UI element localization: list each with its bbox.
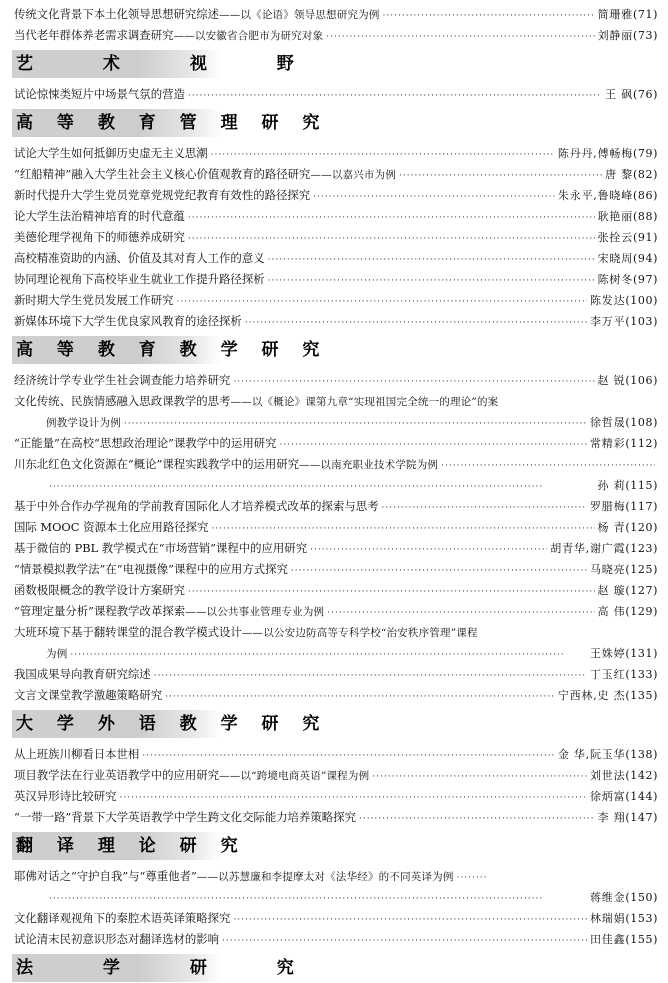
dot-leader bbox=[165, 687, 555, 706]
section-heading bbox=[12, 832, 658, 860]
entry-title: 文化翻译观视角下的秦腔术语英译策略探究 bbox=[14, 911, 231, 925]
toc-entry[interactable] bbox=[14, 391, 658, 412]
entry-title: “管理定量分析”课程教学改革探索 bbox=[14, 604, 186, 618]
dot-leader bbox=[291, 561, 587, 580]
entry-page-number: (127) bbox=[625, 584, 658, 597]
entry-title: 试论清末民初意识形态对翻译选材的影响 bbox=[14, 932, 220, 946]
entry-page-number: (73) bbox=[633, 29, 658, 42]
section-heading bbox=[12, 954, 658, 982]
entry-page-number: (106) bbox=[625, 374, 658, 387]
toc-entry[interactable] bbox=[14, 25, 658, 46]
entry-author: 朱永平,鲁晓峰 bbox=[557, 189, 634, 202]
toc-entry[interactable] bbox=[14, 370, 658, 391]
entry-page-number: (79) bbox=[633, 147, 658, 160]
entry-title: 新时期大学生党员发展工作研究 bbox=[14, 293, 174, 307]
entry-page-number: (123) bbox=[625, 542, 658, 555]
entry-page-number: (147) bbox=[625, 811, 658, 824]
entry-author: 马晓亮 bbox=[590, 563, 626, 576]
entry-title: 从上班族川柳看日本世相 bbox=[14, 747, 140, 761]
toc-entry-continuation[interactable] bbox=[14, 643, 658, 664]
toc-entry[interactable] bbox=[14, 622, 658, 643]
entry-author: 胡青华,谢广霞 bbox=[550, 542, 626, 555]
toc-entry[interactable] bbox=[14, 290, 658, 311]
section-title: 高 等 教 育 教 学 研 究 bbox=[16, 340, 329, 360]
dot-leader bbox=[399, 166, 602, 185]
toc-entry[interactable] bbox=[14, 269, 658, 290]
entry-title: 耶佛对话之“守护自我”与“尊重他者” bbox=[14, 869, 197, 883]
entry-title: 国际 MOOC 资源本土化应用路径探究 bbox=[14, 520, 209, 534]
entry-title: 协同理论视角下高校毕业生就业工作提升路径探析 bbox=[14, 272, 265, 286]
entry-author: 孙 莉 bbox=[597, 479, 626, 492]
entry-page-number: (117) bbox=[625, 500, 658, 513]
dot-leader bbox=[188, 229, 595, 248]
toc-entry[interactable] bbox=[14, 786, 658, 807]
toc-entry[interactable] bbox=[14, 929, 658, 950]
entry-title: 基于微信的 PBL 教学模式在“市场营销”课程中的应用研究 bbox=[14, 541, 308, 555]
entry-page-number: (71) bbox=[633, 8, 658, 21]
entry-title: 当代老年群体养老需求调查研究 bbox=[14, 28, 174, 42]
entry-author: 常精彩 bbox=[590, 437, 626, 450]
entry-author: 高 伟 bbox=[597, 605, 626, 618]
entry-subtitle: ——以《概论》课第九章“实现祖国完全统一的理论”的案 bbox=[230, 396, 499, 408]
toc-entry[interactable] bbox=[14, 84, 658, 105]
entry-page-number: (88) bbox=[633, 210, 658, 223]
toc-entry[interactable] bbox=[14, 143, 658, 164]
entry-subtitle: ——以嘉兴市为例 bbox=[310, 169, 397, 181]
toc-entry[interactable] bbox=[14, 517, 658, 538]
toc-entry[interactable] bbox=[14, 601, 658, 622]
section-heading bbox=[12, 336, 658, 364]
entry-author: 罗腊梅 bbox=[590, 500, 626, 513]
entry-author: 刘静丽 bbox=[597, 29, 634, 42]
section-title: 翻 译 理 论 研 究 bbox=[16, 836, 247, 856]
dot-leader bbox=[326, 27, 594, 46]
entry-author: 张拴云 bbox=[597, 231, 634, 244]
toc-entry[interactable] bbox=[14, 164, 658, 185]
dot-leader bbox=[120, 788, 587, 807]
dot-leader bbox=[280, 435, 588, 454]
entry-subtitle: 为例 bbox=[46, 648, 68, 660]
entry-author: 丁玉红 bbox=[590, 668, 626, 681]
entry-page-number: (135) bbox=[625, 689, 658, 702]
entry-page-number: (142) bbox=[625, 769, 658, 782]
entry-title: 美德伦理学视角下的师德养成研究 bbox=[14, 230, 185, 244]
toc-entry[interactable] bbox=[14, 227, 658, 248]
toc-entry-continuation[interactable] bbox=[14, 475, 658, 496]
entry-author: 王 砜 bbox=[605, 88, 634, 101]
dot-leader bbox=[268, 250, 595, 269]
dot-leader bbox=[233, 372, 594, 391]
toc-entry[interactable] bbox=[14, 807, 658, 828]
entry-title: 项目教学法在行业英语教学中的应用研究 bbox=[14, 768, 220, 782]
entry-title: “红船精神”融入大学生社会主义核心价值观教育的路径研究 bbox=[14, 167, 311, 181]
entry-page-number: (120) bbox=[625, 521, 658, 534]
section-heading bbox=[12, 50, 658, 78]
entry-author: 唐 黎 bbox=[605, 168, 634, 181]
entry-page-number: (94) bbox=[633, 252, 658, 265]
toc-entry[interactable] bbox=[14, 185, 658, 206]
dot-leader bbox=[49, 477, 595, 496]
dot-leader bbox=[188, 208, 595, 227]
entry-subtitle: ——以安徽省合肥市为研究对象 bbox=[173, 30, 324, 42]
entry-subtitle: ——以“跨境电商英语”课程为例 bbox=[219, 770, 370, 782]
entry-author: 王姝婷 bbox=[590, 647, 626, 660]
dot-leader bbox=[457, 868, 487, 887]
dot-leader bbox=[310, 540, 547, 559]
toc-entry[interactable] bbox=[14, 538, 658, 559]
section-title: 艺 术 视 野 bbox=[16, 54, 326, 74]
dot-leader bbox=[268, 271, 595, 290]
entry-page-number: (125) bbox=[625, 563, 658, 576]
entry-subtitle: ——以公共事业管理专业为例 bbox=[185, 606, 325, 618]
entry-author: 金 华,阮玉华 bbox=[557, 748, 626, 761]
toc-entry-continuation[interactable] bbox=[14, 412, 658, 433]
entry-page-number: (133) bbox=[625, 668, 658, 681]
entry-subtitle: ——以《论语》领导思想研究为例 bbox=[219, 9, 380, 21]
dot-leader bbox=[188, 582, 595, 601]
toc-entry[interactable] bbox=[14, 433, 658, 454]
toc-entry[interactable] bbox=[14, 4, 658, 25]
entry-page-number: (103) bbox=[625, 315, 658, 328]
entry-page-number: (76) bbox=[633, 88, 658, 101]
entry-page-number: (155) bbox=[625, 933, 658, 946]
entry-page-number: (150) bbox=[625, 891, 658, 904]
entry-title: 大班环境下基于翻转课堂的混合教学模式设计 bbox=[14, 625, 242, 639]
dot-leader bbox=[245, 313, 587, 332]
dot-leader bbox=[49, 889, 587, 908]
entry-page-number: (153) bbox=[625, 912, 658, 925]
dot-leader bbox=[359, 809, 595, 828]
dot-leader bbox=[313, 187, 555, 206]
entry-author: 杨 青 bbox=[597, 521, 626, 534]
toc-entry[interactable] bbox=[14, 765, 658, 786]
dot-leader bbox=[211, 519, 594, 538]
entry-author: 简珊雅 bbox=[597, 8, 634, 21]
entry-title: 传统文化背景下本土化领导思想研究综述 bbox=[14, 7, 220, 21]
entry-author: 李万平 bbox=[590, 315, 626, 328]
dot-leader bbox=[382, 498, 587, 517]
entry-title: 经济统计学专业学生社会调查能力培养研究 bbox=[14, 373, 231, 387]
entry-title: “一带一路”背景下大学英语教学中学生跨文化交际能力培养策略探究 bbox=[14, 810, 356, 824]
entry-page-number: (144) bbox=[625, 790, 658, 803]
toc-entry[interactable] bbox=[14, 496, 658, 517]
entry-page-number: (86) bbox=[633, 189, 658, 202]
entry-title: 试论大学生如何抵御历史虚无主义思潮 bbox=[14, 146, 208, 160]
dot-leader bbox=[70, 645, 587, 664]
entry-title: 英汉异形诗比较研究 bbox=[14, 789, 117, 803]
entry-page-number: (97) bbox=[633, 273, 658, 286]
entry-author: 宋晓周 bbox=[597, 252, 634, 265]
toc-entry[interactable] bbox=[14, 559, 658, 580]
entry-author: 宁西林,史 杰 bbox=[557, 689, 626, 702]
entry-subtitle: ——以苏慧廉和李提摩太对《法华经》的不同英译为例 bbox=[196, 871, 454, 883]
toc-entry[interactable] bbox=[14, 744, 658, 765]
entry-author: 赵 锐 bbox=[597, 374, 626, 387]
section-heading bbox=[12, 109, 658, 137]
entry-title: 新媒体环境下大学生优良家风教育的途径探析 bbox=[14, 314, 242, 328]
toc-entry[interactable] bbox=[14, 206, 658, 227]
entry-author: 耿艳丽 bbox=[597, 210, 634, 223]
toc-entry[interactable] bbox=[14, 311, 658, 332]
toc-entry[interactable] bbox=[14, 248, 658, 269]
entry-page-number: (138) bbox=[625, 748, 658, 761]
entry-title: 试论惊悚类短片中场景气氛的营造 bbox=[14, 87, 185, 101]
entry-subtitle: ——以南充职业技术学院为例 bbox=[299, 459, 439, 471]
dot-leader bbox=[383, 6, 595, 25]
toc-entry[interactable] bbox=[14, 685, 658, 706]
toc-entry-continuation[interactable] bbox=[14, 887, 658, 908]
entry-title: 函数极限概念的教学设计方案研究 bbox=[14, 583, 185, 597]
dot-leader bbox=[327, 603, 594, 622]
entry-subtitle: 例教学设计为例 bbox=[46, 417, 121, 429]
entry-page-number: (91) bbox=[633, 231, 658, 244]
dot-leader bbox=[176, 292, 587, 311]
section-title: 高 等 教 育 管 理 研 究 bbox=[16, 113, 329, 133]
entry-author: 徐哲晟 bbox=[590, 416, 626, 429]
entry-title: 文化传统、民族情感融入思政课教学的思考 bbox=[14, 394, 231, 408]
entry-page-number: (129) bbox=[625, 605, 658, 618]
toc-entry[interactable] bbox=[14, 580, 658, 601]
dot-leader bbox=[222, 931, 587, 950]
entry-title: 论大学生法治精神培育的时代意蕴 bbox=[14, 209, 185, 223]
entry-page-number: (112) bbox=[625, 437, 658, 450]
entry-author: 赵 璇 bbox=[597, 584, 626, 597]
entry-author: 蒋维金 bbox=[590, 891, 626, 904]
entry-author: 李 翔 bbox=[597, 811, 626, 824]
toc-entry[interactable] bbox=[14, 454, 658, 475]
section-title: 法 学 研 究 bbox=[16, 958, 326, 978]
entry-author: 陈发达 bbox=[590, 294, 626, 307]
entry-author: 陈丹丹,傅畅梅 bbox=[557, 147, 634, 160]
entry-author: 林瑞娟 bbox=[590, 912, 626, 925]
entry-title: 高校精准资助的内涵、价值及其对育人工作的意义 bbox=[14, 251, 265, 265]
dot-leader bbox=[142, 746, 555, 765]
entry-page-number: (108) bbox=[625, 416, 658, 429]
dot-leader bbox=[233, 910, 587, 929]
entry-author: 徐炳富 bbox=[590, 790, 626, 803]
section-title: 大 学 外 语 教 学 研 究 bbox=[16, 714, 329, 734]
entry-title: 文言文课堂教学激趣策略研究 bbox=[14, 688, 163, 702]
dot-leader bbox=[124, 414, 587, 433]
dot-leader bbox=[441, 456, 655, 475]
dot-leader bbox=[372, 767, 587, 786]
entry-title: “情景模拟教学法”在“电视摄像”课程中的应用方式探究 bbox=[14, 562, 288, 576]
entry-page-number: (115) bbox=[625, 479, 658, 492]
entry-author: 刘世法 bbox=[590, 769, 626, 782]
entry-title: 我国成果导向教育研究综述 bbox=[14, 667, 151, 681]
entry-page-number: (131) bbox=[625, 647, 658, 660]
entry-title: 新时代提升大学生党员党章党规党纪教育有效性的路径探究 bbox=[14, 188, 311, 202]
entry-subtitle: ——以公安边防高等专科学校“治安秩序管理”课程 bbox=[241, 627, 478, 639]
toc-entry[interactable] bbox=[14, 664, 658, 685]
dot-leader bbox=[188, 86, 602, 105]
section-heading bbox=[12, 710, 658, 738]
entry-author: 陈树冬 bbox=[597, 273, 634, 286]
entry-page-number: (82) bbox=[633, 168, 658, 181]
dot-leader bbox=[154, 666, 587, 685]
entry-title: “正能量”在高校“思想政治理论”课教学中的运用研究 bbox=[14, 436, 277, 450]
entry-title: 川东北红色文化资源在“概论”课程实践教学中的运用研究 bbox=[14, 457, 300, 471]
toc-entry[interactable] bbox=[14, 908, 658, 929]
entry-page-number: (100) bbox=[625, 294, 658, 307]
dot-leader bbox=[211, 145, 555, 164]
entry-title: 基于中外合作办学视角的学前教育国际化人才培养模式改革的探索与思考 bbox=[14, 499, 379, 513]
toc-entry[interactable] bbox=[14, 866, 658, 887]
entry-author: 田佳鑫 bbox=[590, 933, 626, 946]
